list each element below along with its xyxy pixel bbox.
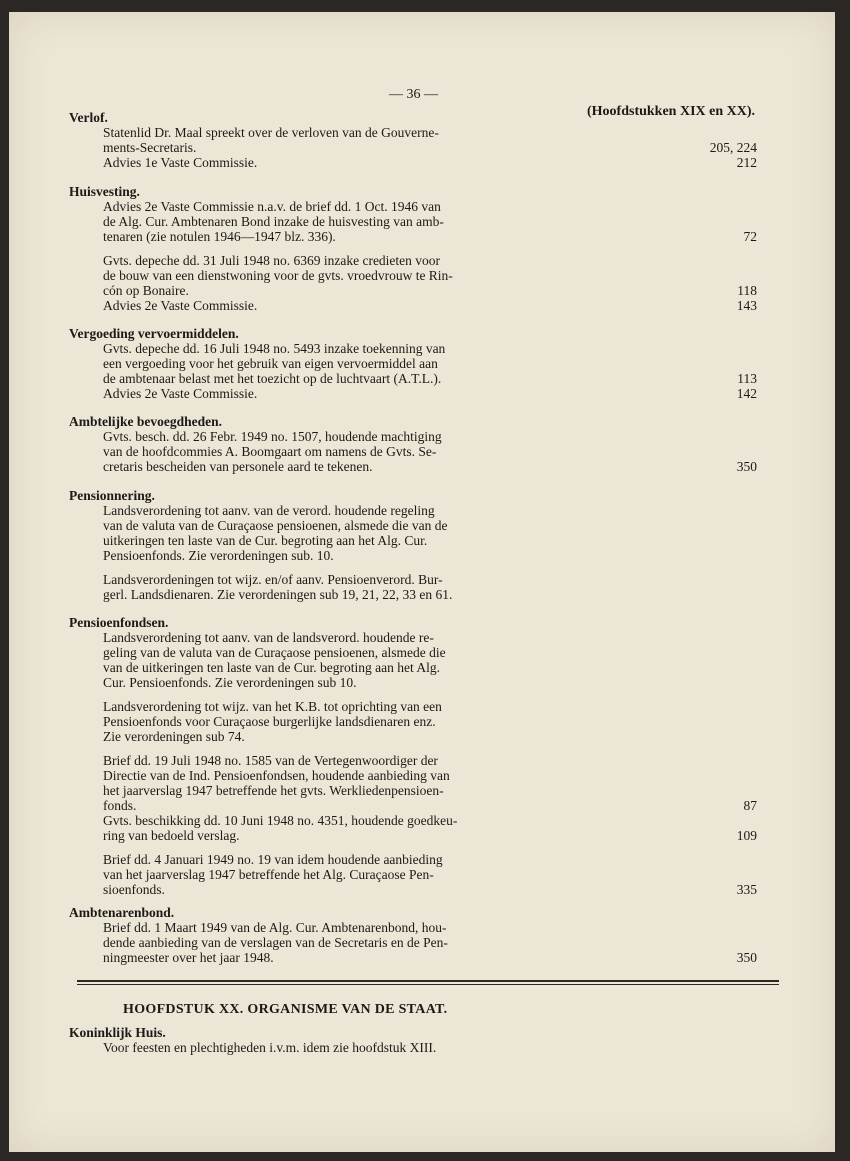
entry-line: Brief dd. 1 Maart 1949 van de Alg. Cur. Ambtenarenbond, hou-: [103, 920, 447, 935]
document-page: [9, 12, 835, 1152]
entry-line: sioenfonds.: [103, 882, 165, 897]
page-reference: 205, 224: [709, 140, 757, 155]
section-divider-thin: [77, 984, 779, 985]
entry-line: Advies 2e Vaste Commissie.: [103, 298, 258, 313]
page-reference: 118: [737, 283, 757, 298]
entry-line: Gvts. besch. dd. 26 Febr. 1949 no. 1507, houdende machtiging: [103, 429, 442, 444]
entry-line: Zie verordeningen sub 74.: [103, 729, 245, 744]
entry-line: van de hoofdcommies A. Boomgaart om namens de Gvts. Se-: [103, 444, 437, 459]
entry-line: fonds.: [103, 798, 137, 813]
chapter-reference: (Hoofdstukken XIX en XX).: [587, 104, 756, 119]
entry-line: dende aanbieding van de verslagen van de Secretaris en de Pen-: [103, 935, 448, 950]
entry-line: de bouw van een dienstwoning voor de gvts. vroedvrouw te Rin-: [103, 268, 453, 283]
entry-line: Statenlid Dr. Maal spreekt over de verloven van de Gouverne-: [103, 125, 439, 140]
entry-line: geling van de valuta van de Curaçaose pensioenen, alsmede die: [103, 645, 446, 660]
entry-line: ningmeester over het jaar 1948.: [103, 950, 274, 965]
entry-line: Gvts. beschikking dd. 10 Juni 1948 no. 4351, houdende goedkeu-: [103, 813, 458, 828]
entry-line: tenaren (zie notulen 1946—1947 blz. 336).: [103, 229, 336, 244]
entry-line: Brief dd. 19 Juli 1948 no. 1585 van de Vertegenwoordiger der: [103, 753, 438, 768]
page-reference: 350: [736, 459, 757, 474]
chapter-xx-title: HOOFDSTUK XX. ORGANISME VAN DE STAAT.: [123, 1002, 448, 1017]
section-heading: Pensioenfondsen.: [69, 615, 169, 630]
entry-line: het jaarverslag 1947 betreffende het gvts. Werkliedenpensioen-: [103, 783, 444, 798]
section-heading: Verlof.: [69, 110, 108, 125]
entry-line: Pensioenfonds voor Curaçaose burgerlijke landsdienaren enz.: [103, 714, 436, 729]
entry-line: van de uitkeringen ten laste van de Cur. begroting aan het Alg.: [103, 660, 441, 675]
entry-line: Directie van de Ind. Pensioenfondsen, houdende aanbieding van: [103, 768, 450, 783]
entry-line: Landsverordening tot wijz. van het K.B. tot oprichting van een: [103, 699, 442, 714]
entry-line: ments-Secretaris.: [103, 140, 197, 155]
entry-line: cretaris bescheiden van personele aard te tekenen.: [103, 459, 373, 474]
section-heading: Pensionnering.: [69, 488, 155, 503]
entry-line: Advies 1e Vaste Commissie.: [103, 155, 258, 170]
entry-line: Voor feesten en plechtigheden i.v.m. idem zie hoofdstuk XIII.: [103, 1040, 437, 1055]
section-divider: [77, 980, 779, 982]
entry-line: Landsverordening tot aanv. van de verord. houdende regeling: [103, 503, 435, 518]
entry-line: Gvts. depeche dd. 31 Juli 1948 no. 6369 inzake credieten voor: [103, 253, 441, 268]
entry-line: Landsverordening tot aanv. van de landsverord. houdende re-: [103, 630, 434, 645]
entry-line: ring van bedoeld verslag.: [103, 828, 240, 843]
entry-line: Brief dd. 4 Januari 1949 no. 19 van idem houdende aanbieding: [103, 852, 443, 867]
entry-line: Pensioenfonds. Zie verordeningen sub. 10.: [103, 548, 334, 563]
entry-line: de ambtenaar belast met het toezicht op de luchtvaart (A.T.L.).: [103, 371, 442, 386]
page-number: — 36 —: [389, 87, 438, 102]
entry-line: gerl. Landsdienaren. Zie verordeningen sub 19, 21, 22, 33 en 61.: [103, 587, 453, 602]
section-heading: Ambtenarenbond.: [69, 905, 175, 920]
entry-line: Landsverordeningen tot wijz. en/of aanv. Pensioenverord. Bur-: [103, 572, 443, 587]
entry-line: Cur. Pensioenfonds. Zie verordeningen sub 10.: [103, 675, 357, 690]
entry-line: cón op Bonaire.: [103, 283, 189, 298]
page-reference: 350: [736, 950, 757, 965]
page-reference: 113: [737, 371, 757, 386]
section-heading: Ambtelijke bevoegdheden.: [69, 414, 222, 429]
entry-line: de Alg. Cur. Ambtenaren Bond inzake de huisvesting van amb-: [103, 214, 444, 229]
page-reference: 142: [736, 386, 757, 401]
entry-line: een vergoeding voor het gebruik van eigen vervoermiddel aan: [103, 356, 438, 371]
section-heading-koninklijk-huis: Koninklijk Huis.: [69, 1025, 166, 1040]
page-reference: 87: [743, 798, 757, 813]
entry-line: van de valuta van de Curaçaose pensioenen, alsmede die van de: [103, 518, 448, 533]
section-heading: Huisvesting.: [69, 184, 140, 199]
entry-line: Advies 2e Vaste Commissie.: [103, 386, 258, 401]
page-reference: 335: [736, 882, 757, 897]
page-reference: 109: [736, 828, 757, 843]
section-heading: Vergoeding vervoermiddelen.: [69, 326, 239, 341]
page-reference: 212: [736, 155, 757, 170]
entry-line: Gvts. depeche dd. 16 Juli 1948 no. 5493 inzake toekenning van: [103, 341, 446, 356]
scan-border: [0, 0, 850, 12]
page-reference: 72: [743, 229, 757, 244]
entry-line: van het jaarverslag 1947 betreffende het Alg. Curaçaose Pen-: [103, 867, 434, 882]
entry-line: Advies 2e Vaste Commissie n.a.v. de brief dd. 1 Oct. 1946 van: [103, 199, 441, 214]
page-reference: 143: [736, 298, 757, 313]
entry-line: uitkeringen ten laste van de Cur. begroting aan het Alg. Cur.: [103, 533, 428, 548]
